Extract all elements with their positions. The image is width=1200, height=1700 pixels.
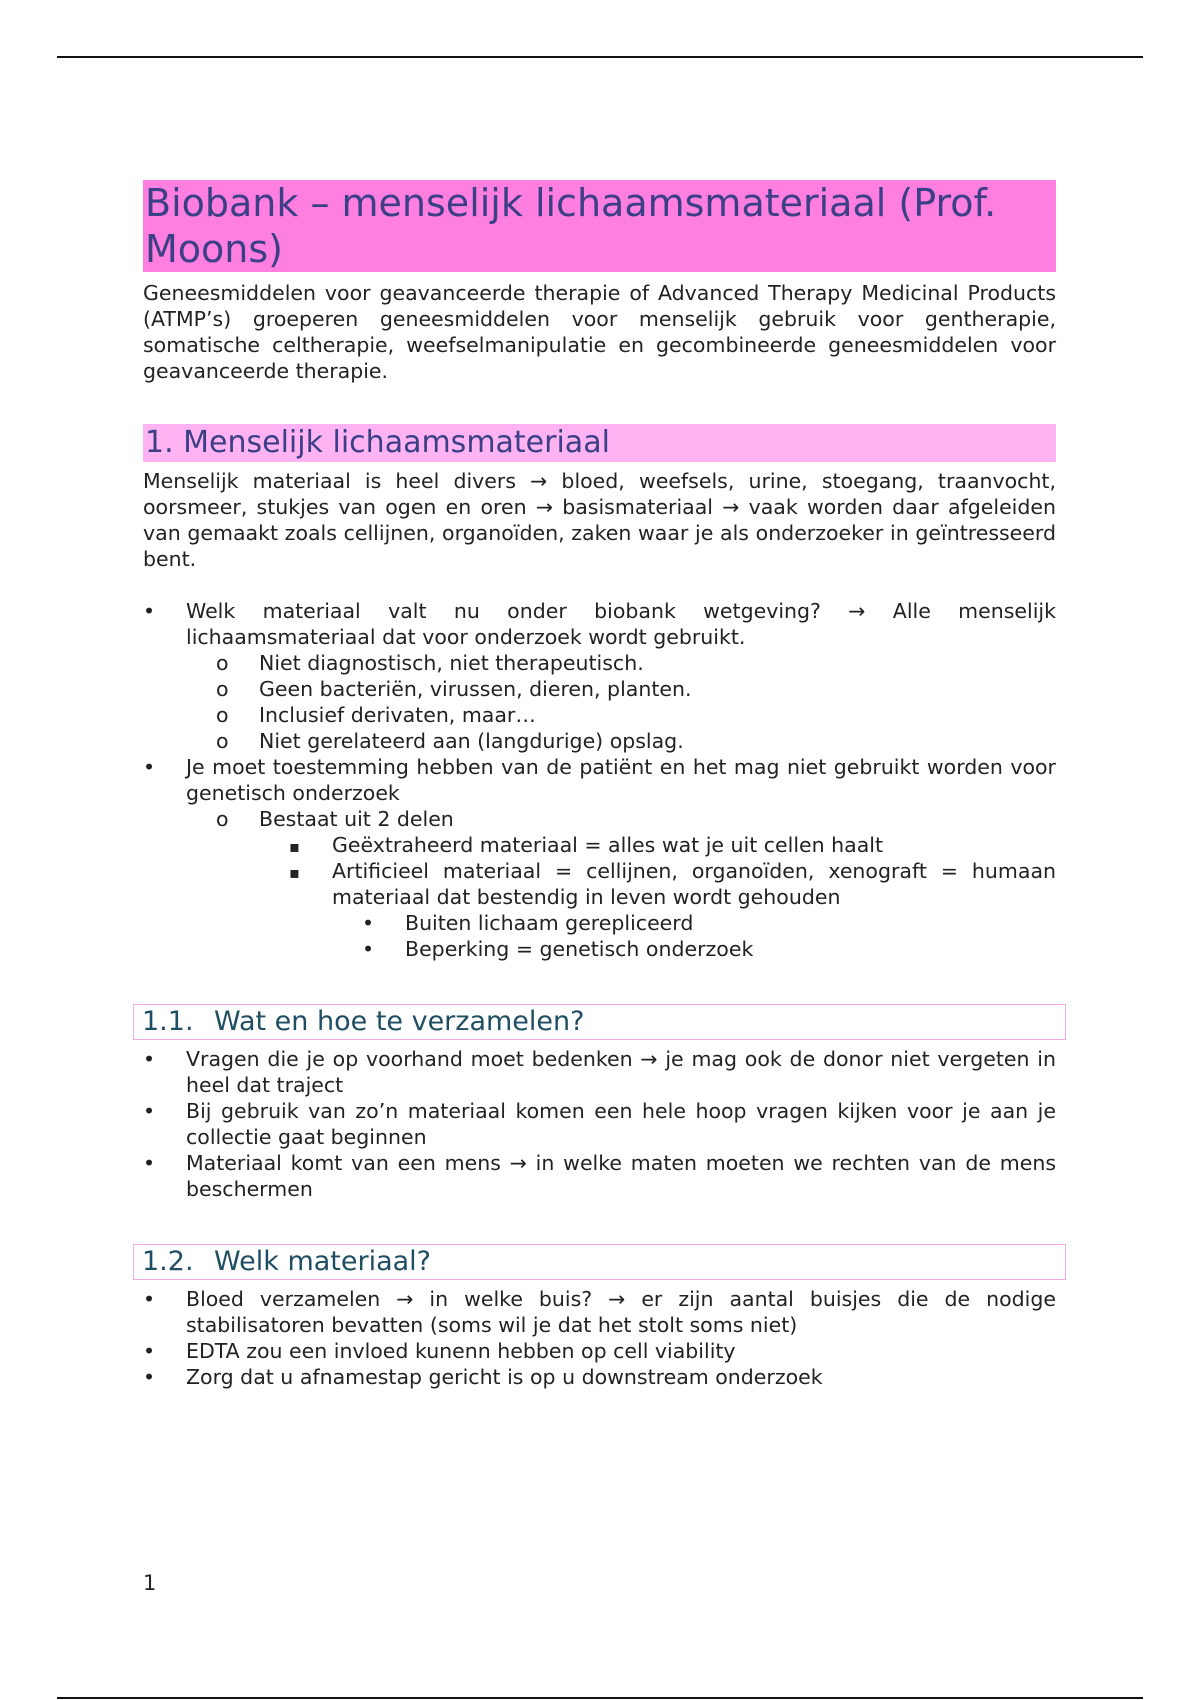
list-item-text: Beperking = genetisch onderzoek — [405, 937, 754, 961]
section-1-list — [113, 598, 1056, 962]
list-item — [113, 1046, 1056, 1098]
list-item — [259, 832, 1056, 858]
intro-paragraph: Geneesmiddelen voor geavanceerde therapie of Advanced Therapy Medicinal Products (ATMP’s) groeperen geneesmiddelen voor menselijk gebruik voor gentherapie, somatische celtherapie, weefselmanipulatie en gecombineerde geneesmiddelen voor geavanceerde therapie. — [143, 281, 1056, 383]
bullet-icon — [143, 1364, 163, 1390]
circle-bullet-icon — [216, 728, 236, 754]
circle-bullet-icon — [216, 676, 236, 702]
sublist — [259, 832, 1056, 962]
list-item — [113, 1364, 1056, 1390]
list-item-text: Vragen die je op voorhand moet bedenken → je mag ook de donor niet vergeten in heel dat traject — [186, 1047, 1056, 1097]
bullet-icon — [143, 1046, 163, 1072]
list-item-text: Bloed verzamelen → in welke buis? → er zijn aantal buisjes die de nodige stabilisatoren bevatten (soms wil je dat het stolt soms niet) — [186, 1287, 1056, 1337]
list-item-text: Niet diagnostisch, niet therapeutisch. — [259, 651, 644, 675]
section-1-heading: 1. Menselijk lichaamsmateriaal — [143, 424, 1056, 462]
list-item-text: Bij gebruik van zo’n materiaal komen een hele hoop vragen kijken voor je aan je collectie gaat beginnen — [186, 1099, 1056, 1149]
list-item-text: Zorg dat u afnamestap gericht is op u downstream onderzoek — [186, 1365, 823, 1389]
list-item — [186, 676, 1056, 702]
list-item — [186, 728, 1056, 754]
list-item-text: Welk materiaal valt nu onder biobank wetgeving? → Alle menselijk lichaamsmateriaal dat voor onderzoek wordt gebruikt. — [186, 599, 1056, 649]
circle-bullet-icon — [216, 702, 236, 728]
list-item — [113, 754, 1056, 962]
section-1-2-list — [113, 1286, 1056, 1390]
list-item-text: Bestaat uit 2 delen — [259, 807, 454, 831]
list-item-text: Je moet toestemming hebben van de patiënt en het mag niet gebruikt worden voor genetisch onderzoek — [186, 755, 1056, 805]
heading-text: Welk materiaal? — [214, 1246, 432, 1277]
document-body — [143, 180, 1056, 1390]
list-item — [113, 598, 1056, 754]
list-item — [186, 650, 1056, 676]
section-1-paragraph: Menselijk materiaal is heel divers → bloed, weefsels, urine, stoegang, traanvocht, oorsmeer, stukjes van ogen en oren → basismateriaal → vaak worden daar afgeleiden van gemaakt zoals cellijnen, organoïden, zaken waar je als onderzoeker in geïntresseerd bent. — [143, 469, 1056, 571]
list-item-text: Artificieel materiaal = cellijnen, organoïden, xenograft = humaan materiaal dat bestendig in leven wordt gehouden — [332, 859, 1056, 909]
sublist — [332, 910, 1056, 962]
bullet-icon — [143, 1338, 163, 1364]
list-item — [186, 806, 1056, 962]
heading-number: 1.2. — [142, 1246, 194, 1277]
heading-number: 1.1. — [142, 1006, 194, 1037]
sublist — [186, 650, 1056, 754]
list-item-text: Geen bacteriën, virussen, dieren, planten. — [259, 677, 692, 701]
page-number: 1 — [143, 1571, 157, 1595]
section-1-1-heading — [133, 1004, 1066, 1040]
bullet-icon — [143, 1150, 163, 1176]
bullet-icon — [362, 910, 382, 936]
header-rule — [57, 56, 1143, 58]
list-item — [332, 910, 1056, 936]
list-item — [259, 858, 1056, 962]
footer-rule — [57, 1697, 1143, 1699]
circle-bullet-icon — [216, 650, 236, 676]
bullet-icon — [143, 598, 163, 624]
list-item — [332, 936, 1056, 962]
list-item — [113, 1150, 1056, 1202]
list-item-text: Inclusief derivaten, maar… — [259, 703, 536, 727]
list-item — [113, 1338, 1056, 1364]
bullet-icon — [143, 754, 163, 780]
heading-text: Wat en hoe te verzamelen? — [214, 1006, 585, 1037]
list-item-text: Niet gerelateerd aan (langdurige) opslag. — [259, 729, 684, 753]
list-item — [113, 1286, 1056, 1338]
list-item-text: Materiaal komt van een mens → in welke maten moeten we rechten van de mens beschermen — [186, 1151, 1056, 1201]
list-item-text: EDTA zou een invloed kunenn hebben op cell viability — [186, 1339, 736, 1363]
document-title: Biobank – menselijk lichaamsmateriaal (Prof. Moons) — [143, 180, 1056, 272]
section-1-2-heading — [133, 1244, 1066, 1280]
list-item — [113, 1098, 1056, 1150]
bullet-icon — [362, 936, 382, 962]
section-1-1-list — [113, 1046, 1056, 1202]
list-item-text: Geëxtraheerd materiaal = alles wat je uit cellen haalt — [332, 833, 884, 857]
sublist — [186, 806, 1056, 962]
list-item-text: Buiten lichaam gerepliceerd — [405, 911, 694, 935]
square-bullet-icon — [289, 858, 309, 886]
bullet-icon — [143, 1098, 163, 1124]
bullet-icon — [143, 1286, 163, 1312]
square-bullet-icon — [289, 832, 309, 860]
list-item — [186, 702, 1056, 728]
circle-bullet-icon — [216, 806, 236, 832]
